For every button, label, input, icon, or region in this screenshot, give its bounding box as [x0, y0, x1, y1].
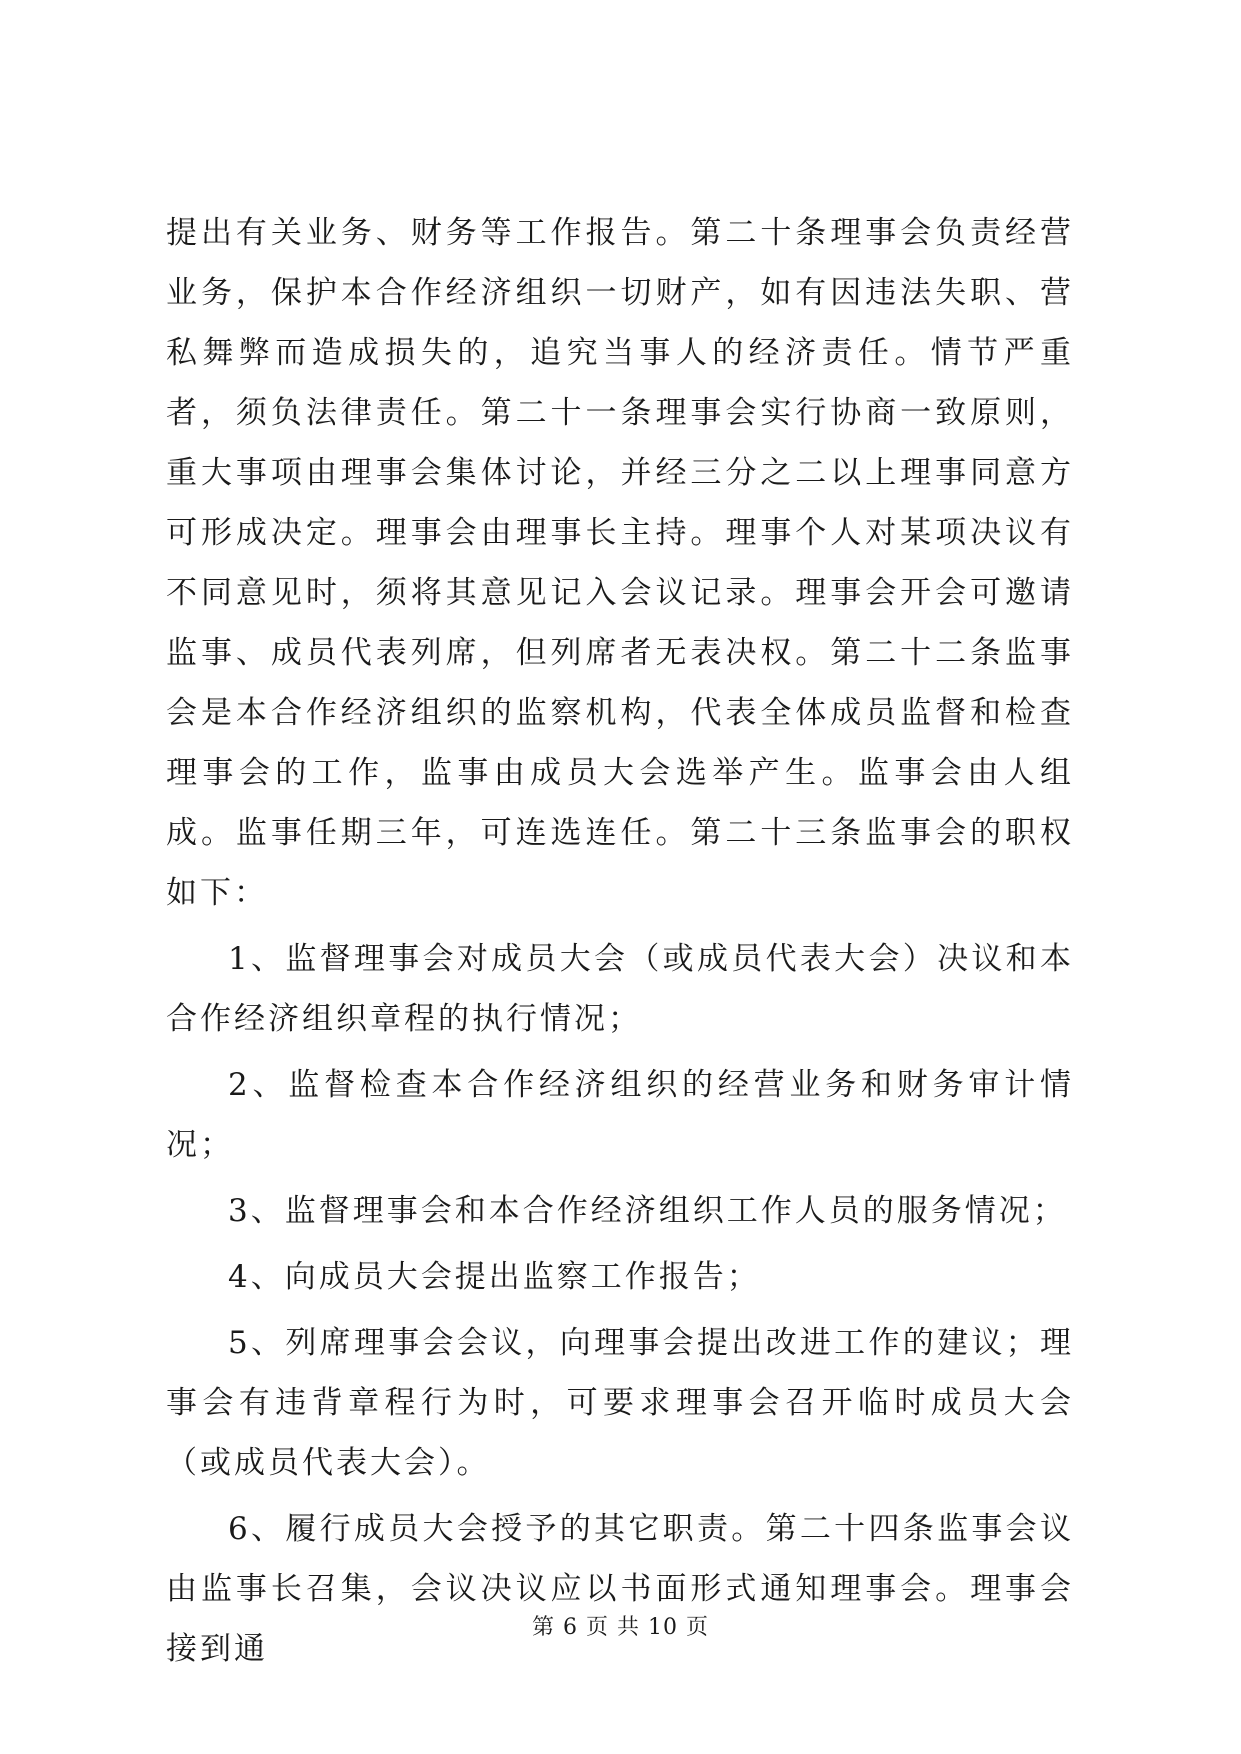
paragraph-2: 1、监督理事会对成员大会（或成员代表大会）决议和本合作经济组织章程的执行情况；	[166, 941, 1074, 1037]
paragraph-4: 3、监督理事会和本合作经济组织工作人员的服务情况；	[228, 1193, 1067, 1229]
paragraph-7: 6、履行成员大会授予的其它职责。第二十四条监事会议由监事长召集，会议决议应以书面形式通知理事会。理事会接到通	[166, 1511, 1074, 1667]
paragraph-5: 4、向成员大会提出监察工作报告；	[228, 1259, 761, 1295]
page-number: 第 6 页 共 10 页	[532, 1615, 709, 1640]
page-footer	[0, 1610, 1241, 1641]
document-body	[166, 203, 1074, 1685]
paragraph-6: 5、列席理事会会议，向理事会提出改进工作的建议；理事会有违背章程行为时，可要求理事会召开临时成员大会（或成员代表大会）。	[166, 1325, 1074, 1481]
paragraph-3: 2、监督检查本合作经济组织的经营业务和财务审计情况；	[166, 1067, 1074, 1163]
paragraph-1: 提出有关业务、财务等工作报告。第二十条理事会负责经营业务，保护本合作经济组织一切财产，如有因违法失职、营私舞弊而造成损失的，追究当事人的经济责任。情节严重者，须负法律责任。第二十一条理事会实行协商一致原则，重大事项由理事会集体讨论，并经三分之二以上理事同意方可形成决定。理事会由理事长主持。理事个人对某项决议有不同意见时，须将其意见记入会议记录。理事会开会可邀请监事、成员代表列席，但列席者无表决权。第二十二条监事会是本合作经济组织的监察机构，代表全体成员监督和检查理事会的工作，监事由成员大会选举产生。监事会由人组成。监事任期三年，可连选连任。第二十三条监事会的职权如下：	[166, 215, 1074, 911]
